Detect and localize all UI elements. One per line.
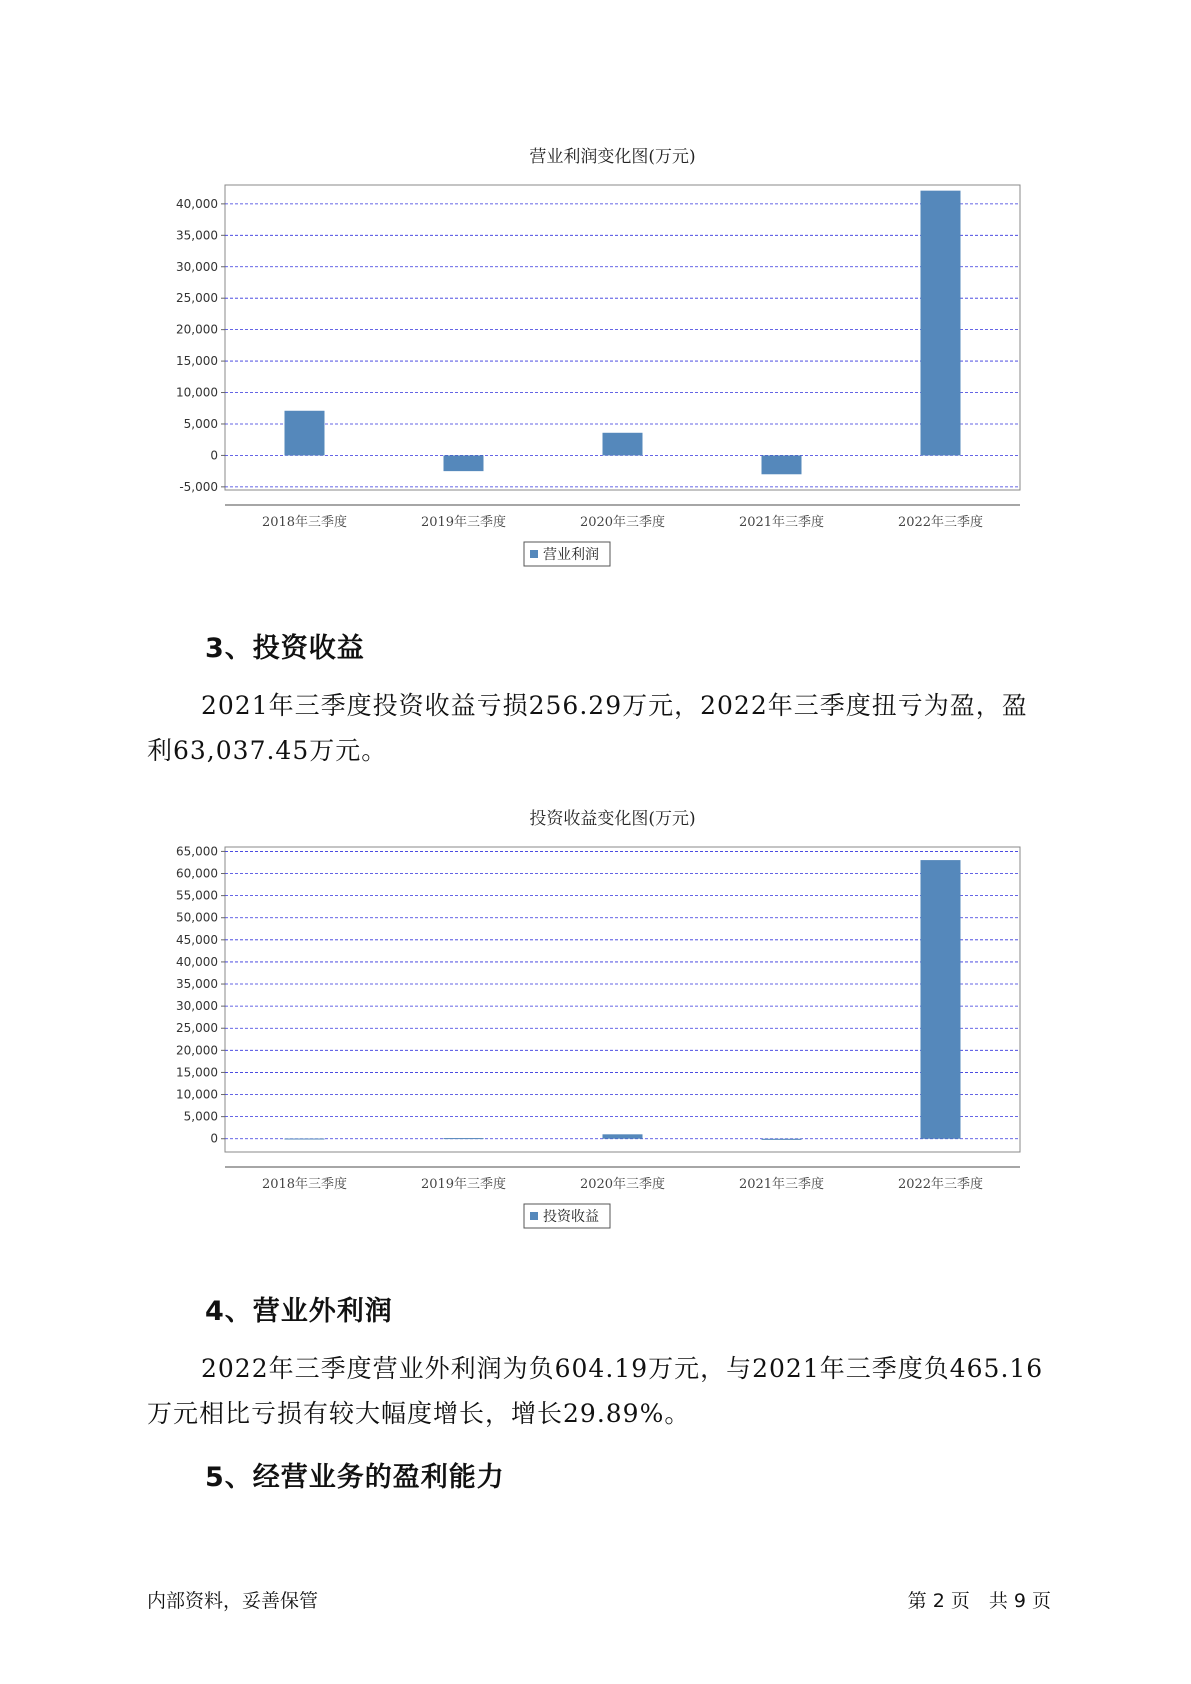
y-tick-label: 20,000: [176, 322, 218, 337]
legend-swatch: [530, 550, 538, 558]
y-tick-label: 20,000: [176, 1043, 218, 1058]
x-category-label: 2020年三季度: [579, 515, 666, 530]
y-tick-label: 60,000: [176, 866, 218, 881]
bar: [762, 1139, 802, 1140]
bar: [921, 860, 961, 1139]
bar: [285, 411, 325, 456]
legend-swatch: [530, 1212, 538, 1220]
bar: [444, 1138, 484, 1139]
x-category-label: 2021年三季度: [738, 515, 825, 530]
y-tick-label: 65,000: [176, 844, 218, 859]
y-tick-label: 45,000: [176, 932, 218, 947]
y-tick-label: 5,000: [183, 1109, 218, 1124]
y-tick-label: -5,000: [179, 479, 218, 494]
y-tick-label: 25,000: [176, 1021, 218, 1036]
y-tick-label: 55,000: [176, 888, 218, 903]
paragraph-line: 万元相比亏损有较大幅度增长，增长29.89%。: [147, 1399, 691, 1428]
y-tick-label: 40,000: [176, 196, 218, 211]
paragraph-line: 利63,037.45万元。: [147, 736, 388, 765]
y-tick-label: 30,000: [176, 999, 218, 1014]
y-tick-label: 10,000: [176, 1087, 218, 1102]
x-category-label: 2021年三季度: [738, 1177, 825, 1192]
operating-profit-chart: [150, 140, 1040, 600]
investment-income-chart-svg: [150, 802, 1040, 1262]
bar: [603, 433, 643, 456]
y-tick-label: 40,000: [176, 954, 218, 969]
paragraph-line: 2021年三季度投资收益亏损256.29万元，2022年三季度扭亏为盈，盈: [201, 691, 1028, 720]
x-category-label: 2020年三季度: [579, 1177, 666, 1192]
bar: [762, 455, 802, 474]
footer-page-number: 第 2 页 共 9 页: [907, 1590, 1051, 1612]
x-category-label: 2018年三季度: [261, 515, 348, 530]
y-tick-label: 0: [210, 1131, 218, 1146]
x-category-label: 2022年三季度: [897, 515, 984, 530]
investment-income-chart: [150, 802, 1040, 1262]
paragraph-line: 2022年三季度营业外利润为负604.19万元，与2021年三季度负465.16: [201, 1354, 1044, 1383]
y-tick-label: 35,000: [176, 228, 218, 243]
y-tick-label: 0: [210, 448, 218, 463]
x-category-label: 2019年三季度: [420, 1177, 507, 1192]
x-category-label: 2018年三季度: [261, 1177, 348, 1192]
plot-area: [225, 847, 1020, 1152]
chart-title: 营业利润变化图(万元): [529, 147, 696, 167]
legend-label: 投资收益: [543, 1209, 599, 1225]
section-heading-profitability: 5、经营业务的盈利能力: [205, 1462, 505, 1493]
bar: [921, 191, 961, 456]
y-tick-label: 25,000: [176, 291, 218, 306]
x-category-label: 2022年三季度: [897, 1177, 984, 1192]
y-tick-label: 15,000: [176, 1065, 218, 1080]
bar: [285, 1139, 325, 1140]
section-heading-investment-income: 3、投资收益: [205, 633, 365, 664]
legend-label: 营业利润: [543, 547, 599, 563]
section-heading-non-operating-profit: 4、营业外利润: [205, 1296, 393, 1327]
paragraph-non-operating-profit: [147, 1346, 1047, 1436]
x-category-label: 2019年三季度: [420, 515, 507, 530]
y-tick-label: 15,000: [176, 354, 218, 369]
chart-title: 投资收益变化图(万元): [529, 809, 696, 829]
y-tick-label: 35,000: [176, 977, 218, 992]
y-tick-label: 10,000: [176, 385, 218, 400]
y-tick-label: 30,000: [176, 259, 218, 274]
bar: [444, 455, 484, 471]
y-tick-label: 5,000: [183, 416, 218, 431]
operating-profit-chart-svg: [150, 140, 1040, 600]
paragraph-investment-income: [147, 683, 1047, 773]
footer-confidential-note: 内部资料，妥善保管: [147, 1590, 319, 1612]
y-tick-label: 50,000: [176, 910, 218, 925]
bar: [603, 1134, 643, 1138]
